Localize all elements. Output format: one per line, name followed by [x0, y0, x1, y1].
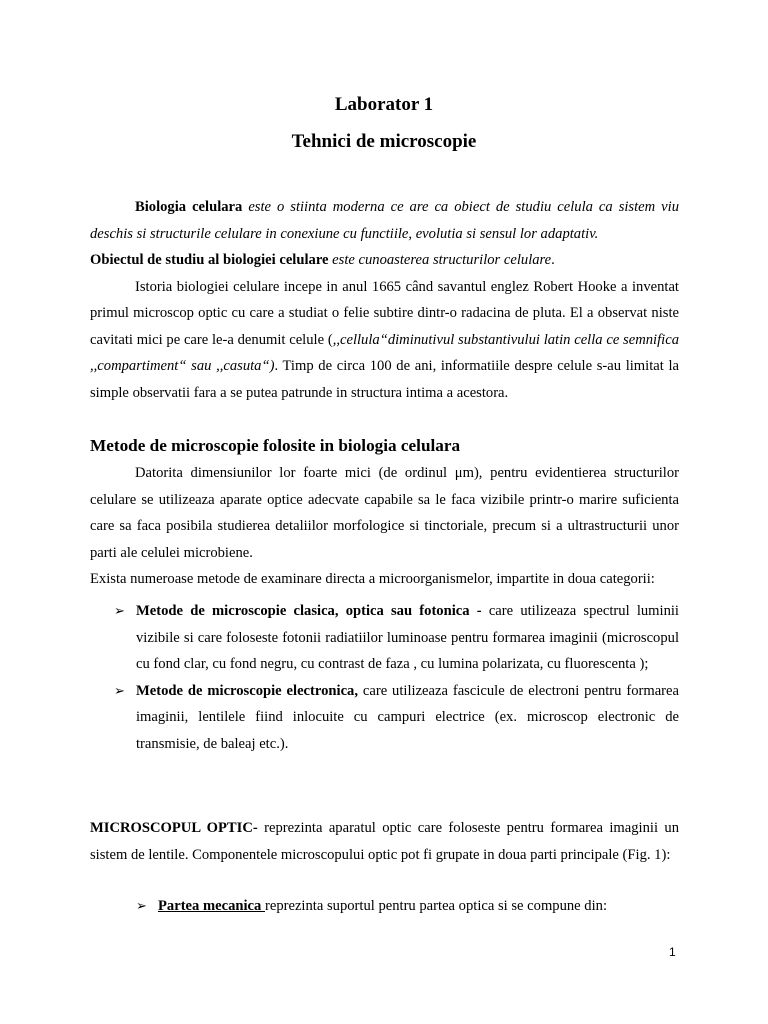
intro-term-obiectul: Obiectul de studiu al biologiei celulare: [90, 252, 329, 268]
page-number: 1: [669, 945, 676, 959]
mechanical-part-text: reprezinta suportul pentru partea optica si se compune din:: [264, 898, 608, 914]
arrow-bullet-icon: ➢: [136, 898, 147, 913]
bullet-optical-text: care utilizeaza spectrul luminii vizibile si care foloseste fotonii radiatiilor luminoase pentru formarea imaginii (microscopul cu fond clar, cu fond negru, cu contrast de faza , cu lumina polarizata, cu fluorescenta );: [136, 603, 679, 672]
arrow-bullet-icon: ➢: [114, 682, 125, 698]
bullet-electronic-text: care utilizeaza fascicule de electroni pentru formarea imaginii, lentilele fiind inlocuite cu campuri electrice (ex. microscop electronic de transmisie, de baleaj etc.).: [136, 682, 679, 752]
intro-section: [90, 194, 679, 406]
intro-paragraph-1: [90, 194, 679, 247]
intro-p2-period: .: [551, 252, 555, 268]
intro-paragraph-3: [90, 274, 679, 407]
document-subtitle: Tehnici de microscopie: [291, 131, 477, 152]
mechanical-part-list: [90, 893, 679, 920]
history-text-part1: Istoria biologiei celulare incepe in anul 1665 când savantul englez Robert Hooke a inventat primul microscop optic cu care a studiat o felie subtire dintr-o radacina de pluta. El a observat niste cavitati mici pe care le-a denumit celule (: [90, 278, 679, 348]
optical-microscope-paragraph: [90, 815, 679, 868]
bullet-item-mechanical: [90, 893, 679, 920]
methods-section: [90, 460, 679, 593]
history-text-part2: . Timp de circa 100 de ani, informatiile despre celule s-au limitat la simple observatii fara a se putea patrunde in structura intima a acestora.: [90, 358, 679, 401]
intro-paragraph-2: [90, 247, 679, 274]
bullet-electronic-title: Metode de microscopie electronica,: [136, 682, 358, 699]
bullet-item-electronic: [90, 678, 679, 758]
optical-microscope-section: [90, 815, 679, 868]
bullet-item-optical: [90, 598, 679, 678]
methods-paragraph-2: Exista numeroase metode de examinare directa a microorganismelor, impartite in doua categorii:: [90, 571, 655, 587]
section-heading-methods: Metode de microscopie folosite in biologia celulara: [90, 436, 461, 455]
optical-microscope-term: MICROSCOPUL OPTIC-: [90, 820, 258, 836]
methods-bullet-list: [90, 598, 679, 757]
arrow-bullet-icon: ➢: [114, 603, 125, 618]
mechanical-part-term: Partea mecanica: [158, 898, 265, 914]
optical-microscope-text: reprezinta aparatul optic care foloseste pentru formarea imaginii un sistem de lentile. Componentele microscopului optic pot fi grupate in doua parti principale (Fig. 1):: [90, 820, 679, 863]
intro-definition-text: este o stiinta moderna ce are ca obiect de studiu celula ca sistem viu deschis si structurile celulare in conexiune cu functiile, evolutia si sensul lor adaptativ.: [90, 199, 679, 242]
history-italic-etymology: ,,cellula“diminutivul substantivului latin cella ce semnifica ,,compartiment“ sau ,,casuta“): [90, 331, 679, 374]
bullet-optical-title: Metode de microscopie clasica, optica sau fotonica -: [136, 603, 482, 619]
methods-paragraph-1: Datorita dimensiunilor lor foarte mici (de ordinul μm), pentru evidentierea structurilor celulare se utilizeaza aparate optice adecvate capabile sa le faca vizibile printr-o marire suficienta care sa faca posibila studierea detaliilor morfologice si tinctoriale, precum si a ultrastructurii unor parti ale celulei microbiene.: [90, 465, 679, 561]
intro-object-text: este cunoasterea structurilor celulare: [328, 252, 552, 268]
intro-term-biologia: Biologia celulara: [135, 199, 243, 215]
document-title: Laborator 1: [334, 94, 434, 115]
